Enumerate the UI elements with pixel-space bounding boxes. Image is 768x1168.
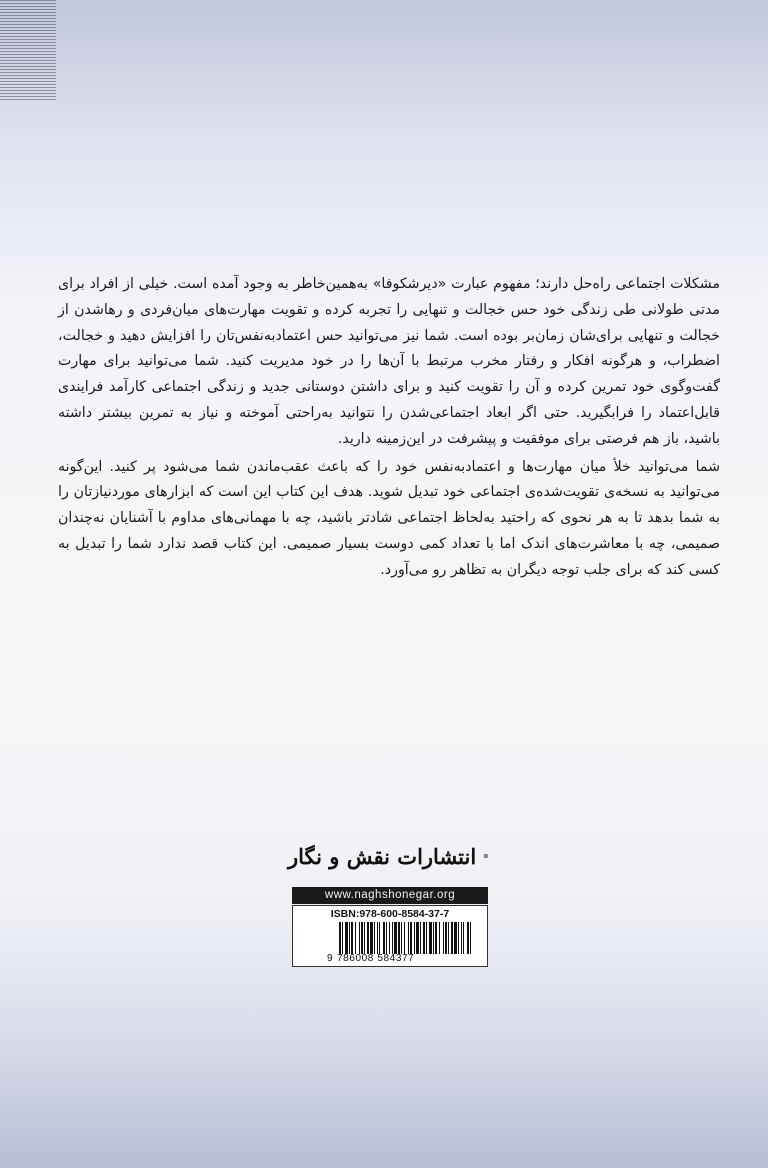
barcode-bar	[448, 922, 449, 954]
barcode-bar	[420, 922, 421, 954]
publisher-logo	[288, 824, 488, 888]
barcode-bar	[342, 922, 343, 954]
barcode-bar	[410, 922, 412, 954]
barcode-bar	[423, 922, 425, 954]
barcode-bar	[443, 922, 444, 954]
barcode-bar	[339, 922, 341, 954]
back-cover-blurb	[58, 272, 720, 584]
barcode-bar	[461, 922, 462, 954]
publisher-website: www.naghshonegar.org	[292, 887, 488, 904]
barcode-bar	[377, 922, 378, 954]
barcode-bar	[445, 922, 447, 954]
barcode-bar	[398, 922, 400, 954]
corner-stripe-pattern	[0, 0, 56, 100]
barcode-bar	[404, 922, 405, 954]
barcode-bar	[355, 922, 356, 954]
barcode-bar	[349, 922, 350, 954]
barcode-bar	[467, 922, 469, 954]
barcode-bar	[364, 922, 365, 954]
blurb-paragraph-1: مشکلات اجتماعی راه‌حل دارند؛ مفهوم عبارت «دیرشکوفا» به‌همین‌خاطر به وجود آمده است. خیلی از افراد برای مدتی طولانی طی زندگی خود حس خجالت و تنهایی را تجربه کرده و تقویت مهارت‌های میان‌فردی و رهاشدن از خجالت و تنهایی برای‌شان زمان‌بر بوده است. شما نیز می‌توانید حس اعتمادبه‌نفس‌تان را افزایش دهید و خجالت، اضطراب، و هرگونه افکار و رفتار مخرب مرتبط با آن‌ها را در خود مدیریت کنید. شما می‌توانید برای مهارت گفت‌وگوی خود تمرین کرده و آن را تقویت کنید و برای داشتن دوستانی جدید و زندگی اجتماعی کارآمد فرایندی قابل‌اعتماد را فرابگیرید. حتی اگر ابعاد اجتماعی‌شدن را نتوانید به‌راحتی آموخته و نیاز به تمرین بیشتر داشته باشید، باز هم فرصتی برای موفقیت و پیشرفت در این‌زمینه دارید.	[58, 276, 720, 447]
barcode-bar	[351, 922, 353, 954]
barcode-bar	[367, 922, 369, 954]
barcode-bar	[359, 922, 360, 954]
barcode-bar	[401, 922, 402, 954]
barcode-bar	[408, 922, 409, 954]
barcode-bar	[458, 922, 459, 954]
isbn-barcode-box	[292, 905, 488, 967]
barcode-bar	[370, 922, 373, 954]
barcode-bar	[439, 922, 440, 954]
barcode-bar	[416, 922, 419, 954]
publisher-emblem-icon	[484, 833, 488, 879]
barcode-bar	[451, 922, 453, 954]
barcode-digits: 786008 584377	[337, 953, 415, 964]
barcode	[339, 922, 473, 954]
barcode-bar	[435, 922, 437, 954]
barcode-bar	[374, 922, 375, 954]
isbn-number: ISBN:978-600-8584-37-7	[330, 908, 450, 920]
barcode-bar	[389, 922, 390, 954]
barcode-bar	[345, 922, 348, 954]
barcode-bar	[392, 922, 393, 954]
barcode-bar	[454, 922, 457, 954]
barcode-bar	[361, 922, 363, 954]
barcode-bar	[429, 922, 432, 954]
barcode-bar	[463, 922, 464, 954]
barcode-bar	[386, 922, 387, 954]
barcode-lead-digit: 9	[327, 953, 333, 964]
barcode-bar	[383, 922, 385, 954]
barcode-bar	[379, 922, 380, 954]
blurb-paragraph-2: شما می‌توانید خلأ میان مهارت‌ها و اعتمادبه‌نفس خود را که باعث عقب‌ماندن شما می‌شود پر کنید. این‌گونه می‌توانید به نسخه‌ی تقویت‌شده‌ی اجتماعی خود تبدیل شوید. هدف این کتاب این است که ابزارهای موردنیازتان را به شما بدهد تا به هر نحوی که راحتید به‌لحاظ اجتماعی شادتر باشید، چه با مهمانی‌های مداوم با آشنایان نه‌چندان صمیمی، چه با معاشرت‌های اندک اما با تعداد کمی دوست بسیار صمیمی. این کتاب قصد ندارد شما را تبدیل به کسی کند که برای جلب توجه دیگران به تظاهر رو می‌آورد.	[58, 458, 720, 578]
barcode-bar	[426, 922, 427, 954]
barcode-bar	[470, 922, 471, 954]
publisher-name: انتشارات نقش و نگار	[288, 843, 477, 869]
barcode-bar	[414, 922, 415, 954]
barcode-bar	[394, 922, 397, 954]
barcode-bar	[433, 922, 434, 954]
